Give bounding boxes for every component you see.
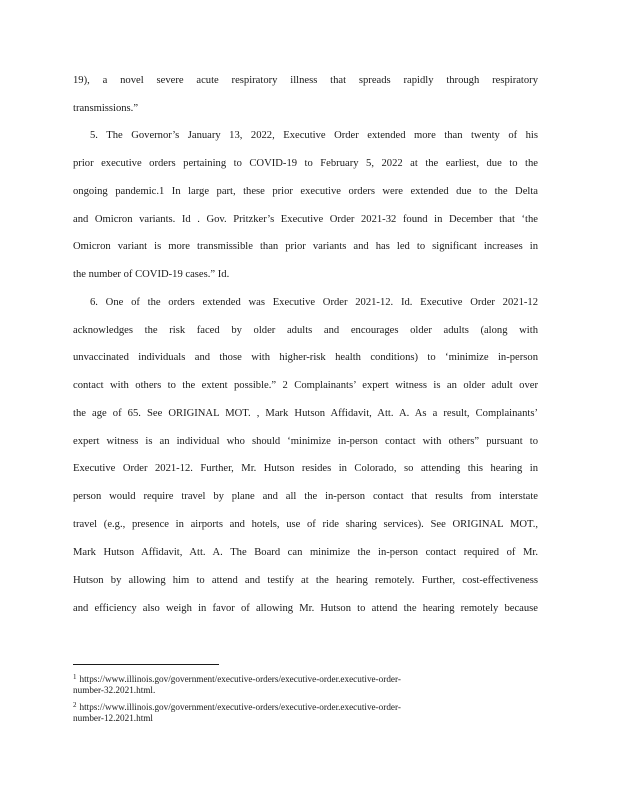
body-line: 19), a novel severe acute respiratory illness that spreads rapidly through respiratory bbox=[73, 75, 538, 86]
body-line: and efficiency also weigh in favor of allowing Mr. Hutson to attend the hearing remotely because bbox=[73, 603, 538, 614]
body-line: the number of COVID-19 cases.” Id. bbox=[73, 269, 230, 280]
footnote-1-continued: number-32.2021.html. bbox=[73, 685, 156, 695]
footnote-2-continued: number-12.2021.html bbox=[73, 713, 153, 723]
body-line: acknowledges the risk faced by older adults and encourages older adults (along with bbox=[73, 325, 538, 336]
body-line: Mark Hutson Affidavit, Att. A. The Board can minimize the in-person contact required of Mr. bbox=[73, 547, 538, 558]
body-line: unvaccinated individuals and those with higher-risk health conditions) to ‘minimize in-person bbox=[73, 352, 538, 363]
footnote-url: https://www.illinois.gov/government/executive-orders/executive-order.executive-order- bbox=[79, 702, 401, 712]
body-line: transmissions.” bbox=[73, 103, 139, 114]
body-line: Hutson by allowing him to attend and testify at the hearing remotely. Further, cost-effectiveness bbox=[73, 575, 538, 586]
body-line: the age of 65. See ORIGINAL MOT. , Mark Hutson Affidavit, Att. A. As a result, Complainants’ bbox=[73, 408, 538, 419]
body-line: travel (e.g., presence in airports and hotels, use of ride sharing services). See ORIGINAL MOT., bbox=[73, 519, 538, 530]
paragraph-5-first-line: 5. The Governor’s January 13, 2022, Executive Order extended more than twenty of his bbox=[90, 130, 538, 141]
body-line: Omicron variant is more transmissible than prior variants and has led to significant increases in bbox=[73, 241, 538, 252]
footnote-1 bbox=[73, 671, 401, 685]
body-line: Executive Order 2021-12. Further, Mr. Hutson resides in Colorado, so attending this hearing in bbox=[73, 463, 538, 474]
footnote-2 bbox=[73, 699, 401, 713]
footnote-divider bbox=[73, 664, 219, 665]
body-line: expert witness is an individual who should ‘minimize in-person contact with others” pursuant to bbox=[73, 436, 538, 447]
footnote-mark: 1 bbox=[73, 673, 77, 681]
body-line: ongoing pandemic.1 In large part, these prior executive orders were extended due to the Delta bbox=[73, 186, 538, 197]
body-line: contact with others to the extent possible.” 2 Complainants’ expert witness is an older adult over bbox=[73, 380, 538, 391]
footnote-url: https://www.illinois.gov/government/executive-orders/executive-order.executive-order- bbox=[79, 674, 401, 684]
body-line: person would require travel by plane and all the in-person contact that results from interstate bbox=[73, 491, 538, 502]
footnote-mark: 2 bbox=[73, 701, 77, 709]
body-line: and Omicron variants. Id . Gov. Pritzker’s Executive Order 2021-32 found in December that ‘the bbox=[73, 214, 538, 225]
paragraph-6-first-line: 6. One of the orders extended was Executive Order 2021-12. Id. Executive Order 2021-12 bbox=[90, 297, 538, 308]
body-line: prior executive orders pertaining to COVID-19 to February 5, 2022 at the earliest, due to the bbox=[73, 158, 538, 169]
